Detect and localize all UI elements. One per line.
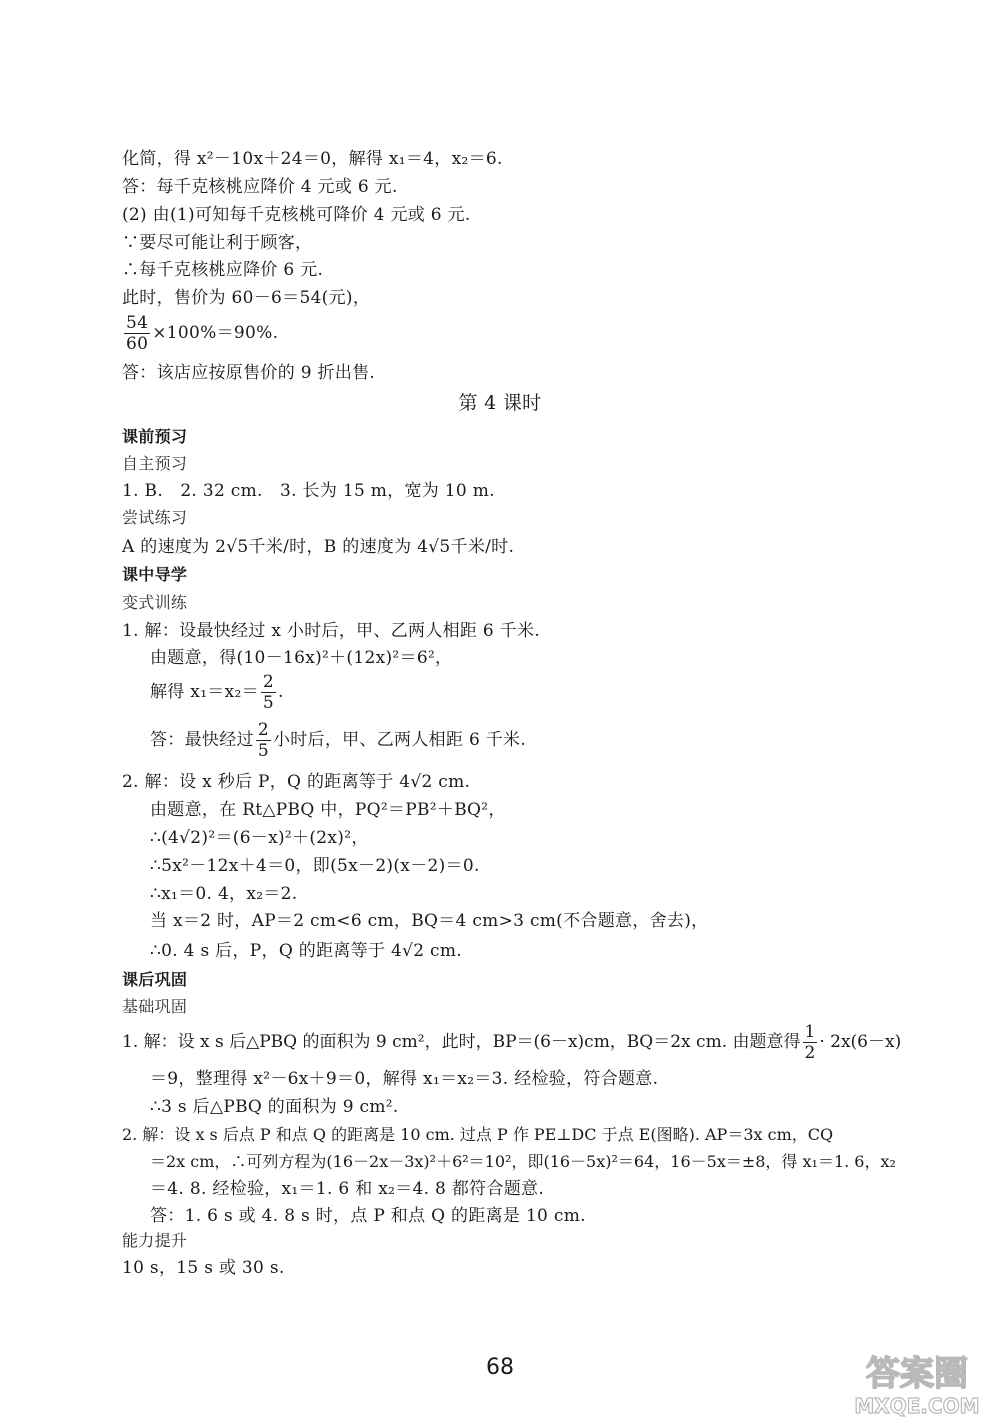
denominator: 2 xyxy=(804,1043,816,1063)
page-number: 68 xyxy=(486,1355,514,1380)
subsection-heading: 基础巩固 xyxy=(122,997,188,1016)
text-line: 10 s，15 s 或 30 s. xyxy=(122,1258,285,1278)
text-line: 由题意，在 Rt△PBQ 中，PQ²＝PB²＋BQ²， xyxy=(150,800,506,820)
fraction-line xyxy=(122,313,278,354)
text-line: 1. B. 2. 32 cm. 3. 长为 15 m，宽为 10 m. xyxy=(122,481,495,501)
numerator: 54 xyxy=(126,313,149,333)
text-line: ∴5x²－12x＋4＝0，即(5x－2)(x－2)＝0. xyxy=(150,856,480,876)
text-line: 答：该店应按原售价的 9 折出售. xyxy=(122,363,376,383)
text-line: ＝9，整理得 x²－6x＋9＝0，解得 x₁＝x₂＝3. 经检验，符合题意. xyxy=(150,1069,659,1089)
watermark-bottom-text: MXQE.COM xyxy=(854,1394,980,1418)
text-line: ∴0. 4 s 后，P，Q 的距离等于 4√2 cm. xyxy=(150,941,462,961)
text-line: ∵要尽可能让利于顾客， xyxy=(122,233,313,253)
subsection-heading: 自主预习 xyxy=(122,454,188,473)
text-segment: ×100%＝90%. xyxy=(152,323,279,343)
numerator: 2 xyxy=(262,672,275,692)
text-segment: · 2x(6－x) xyxy=(819,1032,902,1052)
text-line: ＝2x cm，∴可列方程为(16－2x－3x)²＋6²＝10²，即(16－5x)²＝64，16－5x＝±8，得 x₁＝1. 6，x₂ xyxy=(150,1152,896,1171)
fraction-line xyxy=(150,720,526,761)
text-line: 2. 解：设 x s 后点 P 和点 Q 的距离是 10 cm. 过点 P 作 PE⊥DC 于点 E(图略). AP＝3x cm，CQ xyxy=(122,1125,834,1144)
text-line: ∴每千克核桃应降价 6 元. xyxy=(122,260,324,280)
subsection-heading: 能力提升 xyxy=(122,1231,188,1250)
watermark-graphic xyxy=(842,1345,992,1419)
denominator: 60 xyxy=(126,334,149,354)
watermark-logo xyxy=(842,1345,992,1419)
fraction-line xyxy=(150,672,284,713)
text-line: ∴x₁＝0. 4，x₂＝2. xyxy=(150,884,298,904)
section-heading: 课后巩固 xyxy=(122,970,188,989)
text-segment: . xyxy=(278,682,284,702)
denominator: 5 xyxy=(257,741,269,761)
watermark-top-text: 答案圈 xyxy=(866,1354,968,1394)
fraction xyxy=(124,313,150,354)
fraction-line xyxy=(122,1022,901,1063)
text-line: ∴3 s 后△PBQ 的面积为 9 cm². xyxy=(150,1097,399,1117)
section-heading: 课前预习 xyxy=(122,427,188,446)
text-line: ＝4. 8. 经检验，x₁＝1. 6 和 x₂＝4. 8 都符合题意. xyxy=(150,1179,545,1199)
subsection-heading: 尝试练习 xyxy=(122,508,188,527)
text-line: 化简，得 x²－10x＋24＝0，解得 x₁＝4，x₂＝6. xyxy=(122,149,503,169)
numerator: 2 xyxy=(257,720,269,740)
subsection-heading: 变式训练 xyxy=(122,593,188,612)
fraction xyxy=(261,672,276,713)
text-segment: 小时后，甲、乙两人相距 6 千米. xyxy=(272,730,527,750)
fraction xyxy=(803,1022,818,1063)
section-heading: 课中导学 xyxy=(122,565,188,584)
text-line: ∴(4√2)²＝(6－x)²＋(2x)²， xyxy=(150,828,369,848)
denominator: 5 xyxy=(262,693,275,713)
text-line: 答：每千克核桃应降价 4 元或 6 元. xyxy=(122,177,398,197)
text-segment: 解得 x₁＝x₂＝ xyxy=(150,682,259,702)
text-line: 答：1. 6 s 或 4. 8 s 时，点 P 和点 Q 的距离是 10 cm. xyxy=(150,1206,586,1226)
text-segment: 1. 解：设 x s 后△PBQ 的面积为 9 cm²，此时，BP＝(6－x)cm，BQ＝2x cm. 由题意得 xyxy=(122,1032,801,1052)
text-segment: 答：最快经过 xyxy=(150,730,254,750)
text-line: A 的速度为 2√5千米/时，B 的速度为 4√5千米/时. xyxy=(122,537,515,557)
text-line: (2) 由(1)可知每千克核桃可降价 4 元或 6 元. xyxy=(122,205,471,225)
text-line: 此时，售价为 60－6＝54(元)， xyxy=(122,288,371,308)
text-line: 当 x＝2 时，AP＝2 cm<6 cm，BQ＝4 cm>3 cm(不合题意，舍去)， xyxy=(150,911,709,931)
text-line: 2. 解：设 x 秒后 P，Q 的距离等于 4√2 cm. xyxy=(122,772,471,792)
text-line: 由题意，得(10－16x)²＋(12x)²＝6²， xyxy=(150,648,453,668)
numerator: 1 xyxy=(804,1022,816,1042)
fraction xyxy=(256,720,271,761)
text-line: 1. 解：设最快经过 x 小时后，甲、乙两人相距 6 千米. xyxy=(122,621,541,641)
section-title: 第 4 课时 xyxy=(458,392,542,414)
